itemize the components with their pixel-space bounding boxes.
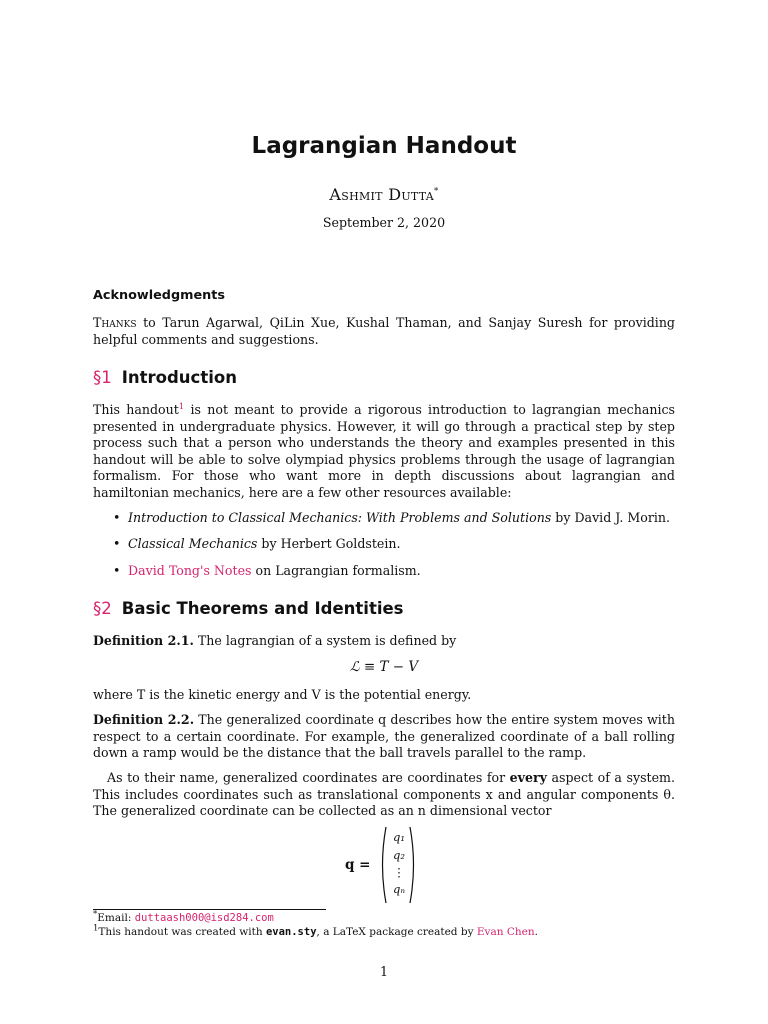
author-footnote-mark: * — [434, 186, 439, 197]
generalized-coordinates-paragraph — [93, 770, 675, 820]
generalized-coordinate-vector — [345, 826, 425, 904]
vector-entries — [389, 828, 409, 898]
vector-entry: q₂ — [393, 848, 405, 862]
acknowledgments-heading: Acknowledgments — [93, 288, 225, 303]
footnote-text: This handout was created with — [98, 926, 266, 938]
author-line — [0, 185, 768, 204]
definition-text: The lagrangian of a system is defined by — [193, 633, 457, 648]
vector-entry: qₙ — [392, 882, 406, 896]
right-paren-icon — [409, 826, 417, 904]
section-1-number: §1 — [93, 368, 112, 387]
email-link[interactable]: duttaash000@isd284.com — [134, 912, 274, 924]
paragraph-text-b: aspect of a system. This includes coordinates such as translational components x and angular components θ. The generalized coordinate can be collected as an n dimensional vector — [93, 770, 675, 819]
definition-label: Definition 2.2. — [93, 712, 195, 727]
vector-lhs: q = — [345, 857, 371, 873]
section-2-heading — [93, 599, 404, 618]
document-title: Lagrangian Handout — [251, 133, 517, 159]
vector-entry: ⋮ — [393, 865, 405, 879]
resource-title: Classical Mechanics — [128, 536, 258, 551]
david-tong-notes-link[interactable]: David Tong's Notes — [128, 563, 252, 578]
resource-description: on Lagrangian formalism. — [251, 563, 421, 578]
evan-chen-link[interactable]: Evan Chen — [476, 926, 535, 938]
author-name: Ashmit Dutta — [329, 185, 435, 204]
introduction-paragraph — [93, 402, 675, 502]
definition-text: The generalized coordinate q describes how the entire system moves with respect to a certain coordinate. For example, the generalized coordinate of a ball rolling down a ramp would be the distance that the ball travels parallel to the ramp. — [93, 712, 675, 761]
acknowledgments-paragraph — [93, 315, 675, 348]
lagrangian-equation: ℒ ≡ T − V — [349, 659, 419, 675]
footnote-1-ref[interactable]: 1 — [178, 401, 185, 412]
document-date: September 2, 2020 — [322, 215, 446, 230]
acknowledgments-lead: Thanks — [93, 315, 137, 330]
left-paren-icon — [379, 826, 387, 904]
bullet-icon: • — [113, 563, 121, 578]
resource-author: by David J. Morin. — [551, 510, 670, 525]
footnote-text: . — [534, 926, 538, 938]
definition-label: Definition 2.1. — [93, 633, 194, 648]
footnote-mark: 1 — [93, 923, 99, 934]
resource-title: Introduction to Classical Mechanics: With Problems and Solutions — [128, 510, 552, 525]
section-2-number: §2 — [93, 599, 112, 618]
footnote-text: , a LaTeX package created by — [316, 926, 477, 938]
email-label: Email: — [97, 912, 135, 924]
definition-2-2 — [93, 712, 675, 762]
section-1-title: Introduction — [121, 368, 237, 387]
footnote-mark: * — [93, 909, 98, 920]
acknowledgments-text: to Tarun Agarwal, QiLin Xue, Kushal Thaman, and Sanjay Suresh for providing helpful comments and suggestions. — [93, 315, 675, 347]
section-2-title: Basic Theorems and Identities — [121, 599, 404, 618]
definition-2-1-explanation: where T is the kinetic energy and V is the potential energy. — [93, 687, 472, 702]
bullet-icon: • — [113, 510, 121, 525]
emphasis-every: every — [509, 770, 547, 785]
page-number: 1 — [379, 964, 388, 979]
paragraph-text-a: As to their name, generalized coordinates are coordinates for — [107, 770, 510, 785]
intro-text-start: This handout — [93, 402, 179, 417]
section-1-heading — [93, 368, 237, 387]
footnote-1 — [93, 923, 538, 939]
bullet-icon: • — [113, 536, 121, 551]
footnote-email — [93, 909, 274, 925]
vector-entry: q₁ — [393, 830, 405, 844]
definition-2-1 — [93, 633, 675, 650]
resource-author: by Herbert Goldstein. — [257, 536, 401, 551]
intro-text-rest: is not meant to provide a rigorous introduction to lagrangian mechanics presented in undergraduate physics. However, it will go through a practical step by step process such that a person who understands the theory and examples presented in this handout will be able to solve olympiad physics problems through the usage of lagrangian formalism. For those who want more in depth discussions about lagrangian and hamiltonian mechanics, here are a few other resources available: — [93, 402, 675, 500]
footnote-rule — [93, 909, 326, 910]
package-name: evan.sty — [265, 926, 317, 938]
